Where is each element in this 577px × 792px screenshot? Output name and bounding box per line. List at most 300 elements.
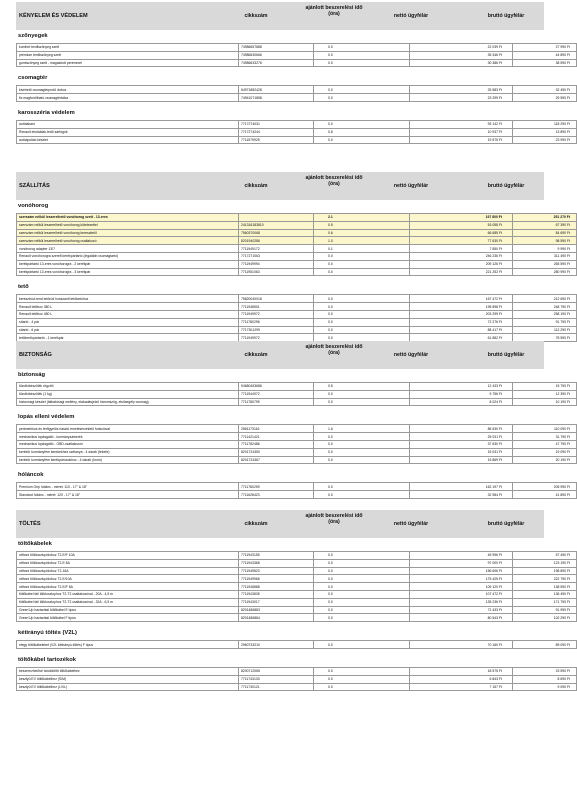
net-price: 93 142 Ft xyxy=(410,120,513,128)
install-time: 1.0 xyxy=(314,237,410,245)
item-code: 7711943017 xyxy=(239,598,314,606)
install-time: 0.0 xyxy=(314,318,410,326)
item-name: tűzoltókészülék rögzítő xyxy=(17,383,239,391)
gross-price: 15 790 Ft xyxy=(513,383,577,391)
item-name: szerszám nélkül leszerelhető vonóhorog kereszttelő xyxy=(17,229,239,237)
install-time: 0.0 xyxy=(314,303,410,311)
table-row xyxy=(17,559,577,567)
table-row xyxy=(17,552,577,560)
gross-price: 9 090 Ft xyxy=(513,683,577,691)
section-title: BIZTONSÁG xyxy=(19,352,52,358)
table-row xyxy=(17,44,577,52)
price-table xyxy=(16,43,577,67)
install-time: 0.0 xyxy=(314,440,410,448)
group-title: tető xyxy=(18,284,29,291)
item-name: vonóhorog adapter 13/7 xyxy=(17,245,239,253)
item-code: 75820040018 xyxy=(239,295,314,303)
net-price: 18 575 Ft xyxy=(410,667,513,675)
gross-price: 258 190 Ft xyxy=(513,310,577,318)
column-header-net: nettó ügyfélár xyxy=(393,13,429,19)
gross-price: 311 490 Ft xyxy=(513,252,577,260)
column-header-time: ajánlott beszerelési idő (óra) xyxy=(305,513,363,525)
table-row xyxy=(17,260,577,268)
gross-price: 38 590 Ft xyxy=(513,59,577,67)
install-time: 0.0 xyxy=(314,326,410,334)
item-code: 7711949972 xyxy=(239,310,314,318)
item-code: 74986633276 xyxy=(239,59,314,67)
gross-price: 138 590 Ft xyxy=(513,583,577,591)
item-code: 7560370068 xyxy=(239,229,314,237)
group-title: töltőkábelek xyxy=(18,541,52,547)
install-time: 0.0 xyxy=(314,559,410,567)
table-row xyxy=(17,456,577,464)
item-name: Standard hólánc - méret: 120 - 17" & 18" xyxy=(17,491,239,499)
section-header xyxy=(16,172,544,200)
item-name: tetőkerékpártartó - 1 kerékpár xyxy=(17,334,239,342)
table-row xyxy=(17,567,577,575)
table-row xyxy=(17,128,577,136)
item-code: 94680453686 xyxy=(239,383,314,391)
item-code: 74986657888 xyxy=(239,44,314,52)
item-code: 7711948501 xyxy=(239,303,314,311)
net-price: 246 236 Ft xyxy=(410,252,513,260)
gross-price: 212 690 Ft xyxy=(513,295,577,303)
table-row xyxy=(17,667,577,675)
item-code: 7711780799 xyxy=(239,398,314,406)
item-code: 7711743133 xyxy=(239,675,314,683)
net-price: 197 800 Ft xyxy=(410,214,513,222)
section-title: KÉNYELEM ÉS VÉDELEM xyxy=(19,13,88,19)
net-price: 221 252 Ft xyxy=(410,268,513,276)
install-time: 0.0 xyxy=(314,448,410,456)
item-name: mechanikus lopásgátló - kormányzárkerék xyxy=(17,433,239,441)
item-name: kerékpártartó 13-eres vonóhorogra - 2 kerékpár xyxy=(17,260,239,268)
price-table xyxy=(16,424,577,464)
item-code: 8201724367 xyxy=(239,456,314,464)
price-table xyxy=(16,482,577,499)
table-row xyxy=(17,94,577,102)
net-price: 80 543 Ft xyxy=(410,614,513,622)
net-price: 72 433 Ft xyxy=(410,606,513,614)
item-name: kesztyű EV töltőkábelhez (S/M) xyxy=(17,675,239,683)
item-code: 74986630666 xyxy=(239,51,314,59)
section xyxy=(16,2,570,149)
table-row xyxy=(17,229,577,237)
install-time: 0.0 xyxy=(314,136,410,144)
item-name: sítartó - 6 pár xyxy=(17,326,239,334)
group-title: kétirányú töltés (V2L) xyxy=(18,630,77,637)
install-time: 0.0 xyxy=(314,606,410,614)
install-time: 0.0 xyxy=(314,575,410,583)
item-name: autótakaró xyxy=(17,120,239,128)
group-title: szőnyegek xyxy=(18,33,48,39)
table-row xyxy=(17,641,577,649)
install-time: 0.5 xyxy=(314,221,410,229)
net-price: 35 346 Ft xyxy=(410,51,513,59)
install-time: 0.6 xyxy=(314,229,410,237)
column-header-gross: bruttó ügyfélár xyxy=(487,521,525,527)
table-row xyxy=(17,491,577,499)
install-time: 0.0 xyxy=(314,295,410,303)
section xyxy=(16,510,570,696)
item-name: töltőkábel fali töltőoszlophoz T2-T2 csatlakozóval - 20A - 4,5 m xyxy=(17,590,239,598)
column-header-code: cikkszám xyxy=(244,352,268,358)
column-header-time: ajánlott beszerelési idő (óra) xyxy=(305,175,363,187)
table-row xyxy=(17,59,577,67)
gross-price: 102 290 Ft xyxy=(513,614,577,622)
gross-price: 23 990 Ft xyxy=(513,136,577,144)
item-code: 7717274244 xyxy=(239,128,314,136)
net-price: 8 024 Ft xyxy=(410,398,513,406)
item-name: Premium Grip hólánc - méret: 110 - 17" & 18" xyxy=(17,483,239,491)
item-name: biztonsági készlet (láthatósági mellény, elakadásjelző háromszög, elsősegély csomag) xyxy=(17,398,239,406)
install-time: 0.0 xyxy=(314,51,410,59)
table-row xyxy=(17,614,577,622)
item-name: kivehető csomagtérprotő doboz xyxy=(17,86,239,94)
net-price: 10 937 Ft xyxy=(410,128,513,136)
gross-price: 47 790 Ft xyxy=(513,440,577,448)
net-price: 66 685 Ft xyxy=(410,229,513,237)
item-name: otthoni töltőoszlop/doboz T2-E/10A xyxy=(17,575,239,583)
net-price: 15 031 Ft xyxy=(410,448,513,456)
net-price: 135 236 Ft xyxy=(410,598,513,606)
item-name: Renault elsőablak-fedő sárfogók xyxy=(17,128,239,136)
group-title: biztonság xyxy=(18,372,46,378)
table-row xyxy=(17,51,577,59)
install-time: 0.8 xyxy=(314,128,410,136)
item-code: 241316183810 xyxy=(239,221,314,229)
net-price: 175 425 Ft xyxy=(410,575,513,583)
item-name: otthoni töltőoszlop/doboz T2-E/F 8A xyxy=(17,583,239,591)
gross-price: 84 690 Ft xyxy=(513,229,577,237)
item-code: 8201940286 xyxy=(239,237,314,245)
item-code: 7711780296 xyxy=(239,318,314,326)
net-price: 7 850 Ft xyxy=(410,245,513,253)
install-time: 2.1 xyxy=(314,214,410,222)
net-price: 86 530 Ft xyxy=(410,425,513,433)
table-row xyxy=(17,310,577,318)
install-time: 0.0 xyxy=(314,667,410,675)
install-time: 1.6 xyxy=(314,425,410,433)
gross-price: 41 890 Ft xyxy=(513,491,577,499)
table-row xyxy=(17,598,577,606)
item-name: kerékőr kormányfém kerekekhez szélanya - 4 darab (fekete) xyxy=(17,448,239,456)
table-row xyxy=(17,448,577,456)
gross-price: 248 790 Ft xyxy=(513,303,577,311)
section xyxy=(16,341,570,504)
gross-price: 12 390 Ft xyxy=(513,390,577,398)
table-row xyxy=(17,245,577,253)
install-time: 0.0 xyxy=(314,94,410,102)
gross-price: 89 090 Ft xyxy=(513,641,577,649)
net-price: 22 039 Ft xyxy=(410,44,513,52)
table-row xyxy=(17,303,577,311)
gross-price: 222 790 Ft xyxy=(513,575,577,583)
item-name: szerszám nélkül leszerelhető vonóhorog kötelezettel xyxy=(17,221,239,229)
item-code: 7711944972 xyxy=(239,390,314,398)
price-table xyxy=(16,213,577,276)
gross-price: 136 490 Ft xyxy=(513,590,577,598)
net-price: 25 583 Ft xyxy=(410,86,513,94)
item-name: elegy töltőkábeleket (V2L kétirányú töltés) F típus xyxy=(17,641,239,649)
item-name: kerékpártartó 13-eres vonóhorogra - 3 kerékpár xyxy=(17,268,239,276)
section-header xyxy=(16,510,544,538)
item-code: 7711579925 xyxy=(239,136,314,144)
net-price: 6 843 Ft xyxy=(410,675,513,683)
item-name: otthoni töltőoszlop/doboz T2-E 8A xyxy=(17,559,239,567)
item-code: 8201486883 xyxy=(239,606,314,614)
column-header-code: cikkszám xyxy=(244,521,268,527)
item-code: 7711949972 xyxy=(239,334,314,342)
table-row xyxy=(17,606,577,614)
net-price: 109 120 Ft xyxy=(410,583,513,591)
price-table xyxy=(16,667,577,691)
table-row xyxy=(17,483,577,491)
group-title: lopás elleni védelem xyxy=(18,414,75,421)
net-price: 203 299 Ft xyxy=(410,310,513,318)
group-title: töltőkábel tartozékok xyxy=(18,656,76,663)
item-code xyxy=(239,214,314,222)
item-code: 64971882428 xyxy=(239,86,314,94)
install-time: 0.0 xyxy=(314,675,410,683)
net-price: 25 031 Ft xyxy=(410,433,513,441)
table-row xyxy=(17,433,577,441)
column-header-time: ajánlott beszerelési idő (óra) xyxy=(305,344,363,356)
gross-price: 23 590 Ft xyxy=(513,667,577,675)
net-price: 162 197 Ft xyxy=(410,483,513,491)
table-row xyxy=(17,237,577,245)
item-code: 7711421421 xyxy=(239,433,314,441)
table-row xyxy=(17,583,577,591)
gross-price: 57 490 Ft xyxy=(513,552,577,560)
net-price: 32 984 Ft xyxy=(410,491,513,499)
item-code: 2561173116 xyxy=(239,425,314,433)
item-name: gumiszőnyeg szett - magasított peremmel xyxy=(17,59,239,67)
item-name: Green'Up háztartási töltőkábel F típus xyxy=(17,614,239,622)
item-code: 7711628423 xyxy=(239,491,314,499)
install-time: 0.0 xyxy=(314,252,410,260)
item-name: beszerezhetővé tárolótöltő töltőkábelhez xyxy=(17,667,239,675)
net-price: 45 996 Ft xyxy=(410,552,513,560)
price-table xyxy=(16,382,577,406)
gross-price: 27 990 Ft xyxy=(513,44,577,52)
item-code: 7711943155 xyxy=(239,552,314,560)
gross-price: 20 190 Ft xyxy=(513,456,577,464)
table-row xyxy=(17,252,577,260)
gross-price: 112 290 Ft xyxy=(513,326,577,334)
item-code: 7717271063 xyxy=(239,252,314,260)
item-code: 7711780259 xyxy=(239,483,314,491)
gross-price: 251 270 Ft xyxy=(513,214,577,222)
item-name: szerszám nélkül leszerelhető vonóhorog szett - 13-eres xyxy=(17,214,239,222)
item-name: keresztrúd-rend tetőrúd hosszanti tetőtartóhoz xyxy=(17,295,239,303)
item-code: 2960733210 xyxy=(239,641,314,649)
gross-price: 31 790 Ft xyxy=(513,433,577,441)
net-price: 15 869 Ft xyxy=(410,456,513,464)
gross-price: 265 590 Ft xyxy=(513,260,577,268)
item-name: tűzoltókészülék (1 kg) xyxy=(17,390,239,398)
item-name: Green'Up háztartási töltőkábel E típus xyxy=(17,606,239,614)
net-price: 37 630 Ft xyxy=(410,440,513,448)
table-row xyxy=(17,425,577,433)
item-code: 8201724350 xyxy=(239,448,314,456)
table-row xyxy=(17,86,577,94)
item-code: 7711948888 xyxy=(239,583,314,591)
install-time: 0.0 xyxy=(314,310,410,318)
table-row xyxy=(17,326,577,334)
install-time: 0.0 xyxy=(314,491,410,499)
net-price: 167 472 Ft xyxy=(410,295,513,303)
net-price: 70 160 Ft xyxy=(410,641,513,649)
item-code: 7711730121 xyxy=(239,683,314,691)
item-code: 7717301299 xyxy=(239,326,314,334)
item-name: komfort textilszőnyeg szett xyxy=(17,44,239,52)
table-row xyxy=(17,295,577,303)
net-price: 97 000 Ft xyxy=(410,559,513,567)
gross-price: 91 990 Ft xyxy=(513,606,577,614)
install-time: 0.0 xyxy=(314,590,410,598)
gross-price: 91 790 Ft xyxy=(513,318,577,326)
net-price: 12 433 Ft xyxy=(410,383,513,391)
gross-price: 280 990 Ft xyxy=(513,268,577,276)
gross-price: 44 890 Ft xyxy=(513,51,577,59)
table-row xyxy=(17,268,577,276)
net-price: 61 882 Ft xyxy=(410,334,513,342)
gross-price: 9 990 Ft xyxy=(513,245,577,253)
group-title: hóláncok xyxy=(18,472,44,479)
gross-price: 8 690 Ft xyxy=(513,675,577,683)
install-time: 0.0 xyxy=(314,567,410,575)
install-time: 0.0 xyxy=(314,120,410,128)
net-price: 72 276 Ft xyxy=(410,318,513,326)
item-name: kesztyű EV töltőkábelhez (L/XL) xyxy=(17,683,239,691)
net-price: 88 417 Ft xyxy=(410,326,513,334)
item-code: 7711949994 xyxy=(239,260,314,268)
item-code: 8201486884 xyxy=(239,614,314,622)
gross-price: 171 790 Ft xyxy=(513,598,577,606)
table-row xyxy=(17,398,577,406)
gross-price: 198 890 Ft xyxy=(513,567,577,575)
table-row xyxy=(17,221,577,229)
item-name: szerszám nélkül leszerelhető vonóhorog csatlakozó xyxy=(17,237,239,245)
item-name: töltőkábel fali töltőoszlophoz T2-T2 csatlakozóval - 32A - 6,5 m xyxy=(17,598,239,606)
install-time: 0.0 xyxy=(314,59,410,67)
item-name: Renault tetőbox 380 L xyxy=(17,303,239,311)
net-price: 156 606 Ft xyxy=(410,567,513,575)
install-time: 0.0 xyxy=(314,598,410,606)
install-time: 0.0 xyxy=(314,641,410,649)
column-header-gross: bruttó ügyfélár xyxy=(487,183,525,189)
column-header-gross: bruttó ügyfélár xyxy=(487,13,525,19)
price-table xyxy=(16,294,577,342)
install-time: 0.0 xyxy=(314,86,410,94)
item-name: otthoni töltőoszlop/doboz T2-16A xyxy=(17,567,239,575)
table-row xyxy=(17,683,577,691)
item-name: perimetrikus és térfigyelős riasztó emelésérzékelő funkcióval xyxy=(17,425,239,433)
item-code: 74941071858 xyxy=(239,94,314,102)
gross-price: 29 590 Ft xyxy=(513,94,577,102)
column-header-time: ajánlott beszerelési idő (óra) xyxy=(305,5,363,17)
table-row xyxy=(17,390,577,398)
net-price: 209 126 Ft xyxy=(410,260,513,268)
install-time: 0.0 xyxy=(314,433,410,441)
gross-price: 78 590 Ft xyxy=(513,334,577,342)
install-time: 0.0 xyxy=(314,614,410,622)
net-price: 23 299 Ft xyxy=(410,94,513,102)
item-code: 8200712065 xyxy=(239,667,314,675)
price-table xyxy=(16,85,577,102)
install-time: 0.0 xyxy=(314,260,410,268)
table-row xyxy=(17,318,577,326)
install-time: 0.0 xyxy=(314,583,410,591)
item-code: 7711943368 xyxy=(239,559,314,567)
group-title: vonóhorog xyxy=(18,203,49,209)
install-time: 0.0 xyxy=(314,334,410,342)
install-time: 0.5 xyxy=(314,383,410,391)
group-title: csomagtér xyxy=(18,75,48,82)
section xyxy=(16,172,570,347)
item-name: mechanikus lopásgátló - OBD-csatlakozón xyxy=(17,440,239,448)
install-time: 0.0 xyxy=(314,483,410,491)
item-code: 7711949823 xyxy=(239,567,314,575)
section-header xyxy=(16,341,544,369)
gross-price: 110 090 Ft xyxy=(513,425,577,433)
install-time: 0.1 xyxy=(314,245,410,253)
net-price: 9 756 Ft xyxy=(410,390,513,398)
net-price: 195 898 Ft xyxy=(410,303,513,311)
table-row xyxy=(17,383,577,391)
item-code: 7711943835 xyxy=(239,590,314,598)
net-price: 7 157 Ft xyxy=(410,683,513,691)
table-row xyxy=(17,214,577,222)
gross-price: 13 890 Ft xyxy=(513,128,577,136)
column-header-net: nettó ügyfélár xyxy=(393,352,429,358)
column-header-code: cikkszám xyxy=(244,13,268,19)
price-table xyxy=(16,551,577,622)
net-price: 107 472 Ft xyxy=(410,590,513,598)
item-name: fix magfordítható csomagtértálca xyxy=(17,94,239,102)
item-name: Renault tetőbox 480 L xyxy=(17,310,239,318)
table-row xyxy=(17,440,577,448)
net-price: 19 575 Ft xyxy=(410,136,513,144)
net-price: 77 630 Ft xyxy=(410,237,513,245)
gross-price: 19 090 Ft xyxy=(513,448,577,456)
install-time: 0.0 xyxy=(314,44,410,52)
column-header-net: nettó ügyfélár xyxy=(393,521,429,527)
item-code: 7711951063 xyxy=(239,268,314,276)
table-row xyxy=(17,120,577,128)
item-code: 7711782486 xyxy=(239,440,314,448)
item-name: otthoni töltőoszlop/doboz T2-E/F 10A xyxy=(17,552,239,560)
price-table xyxy=(16,640,577,649)
install-time: 0.0 xyxy=(314,456,410,464)
item-name: kerékőr kormányfém kerékpárosokhoz - 4 darab (króm) xyxy=(17,456,239,464)
section-title: SZÁLLÍTÁS xyxy=(19,183,50,189)
column-header-gross: bruttó ügyfélár xyxy=(487,352,525,358)
install-time: 0.0 xyxy=(314,398,410,406)
item-name: sítartó - 4 pár xyxy=(17,318,239,326)
net-price: 30 386 Ft xyxy=(410,59,513,67)
table-row xyxy=(17,136,577,144)
item-name: prémium textilszőnyeg szett xyxy=(17,51,239,59)
group-title: karosszéria védelem xyxy=(18,109,75,116)
gross-price: 123 190 Ft xyxy=(513,559,577,567)
price-table xyxy=(16,120,577,144)
item-name: Renault vonóhorogra szerelt kerékpártartó (legalább csomagtartó) xyxy=(17,252,239,260)
item-name: autóápolási készlet xyxy=(17,136,239,144)
net-price: 53 058 Ft xyxy=(410,221,513,229)
item-code: 7711949966 xyxy=(239,575,314,583)
